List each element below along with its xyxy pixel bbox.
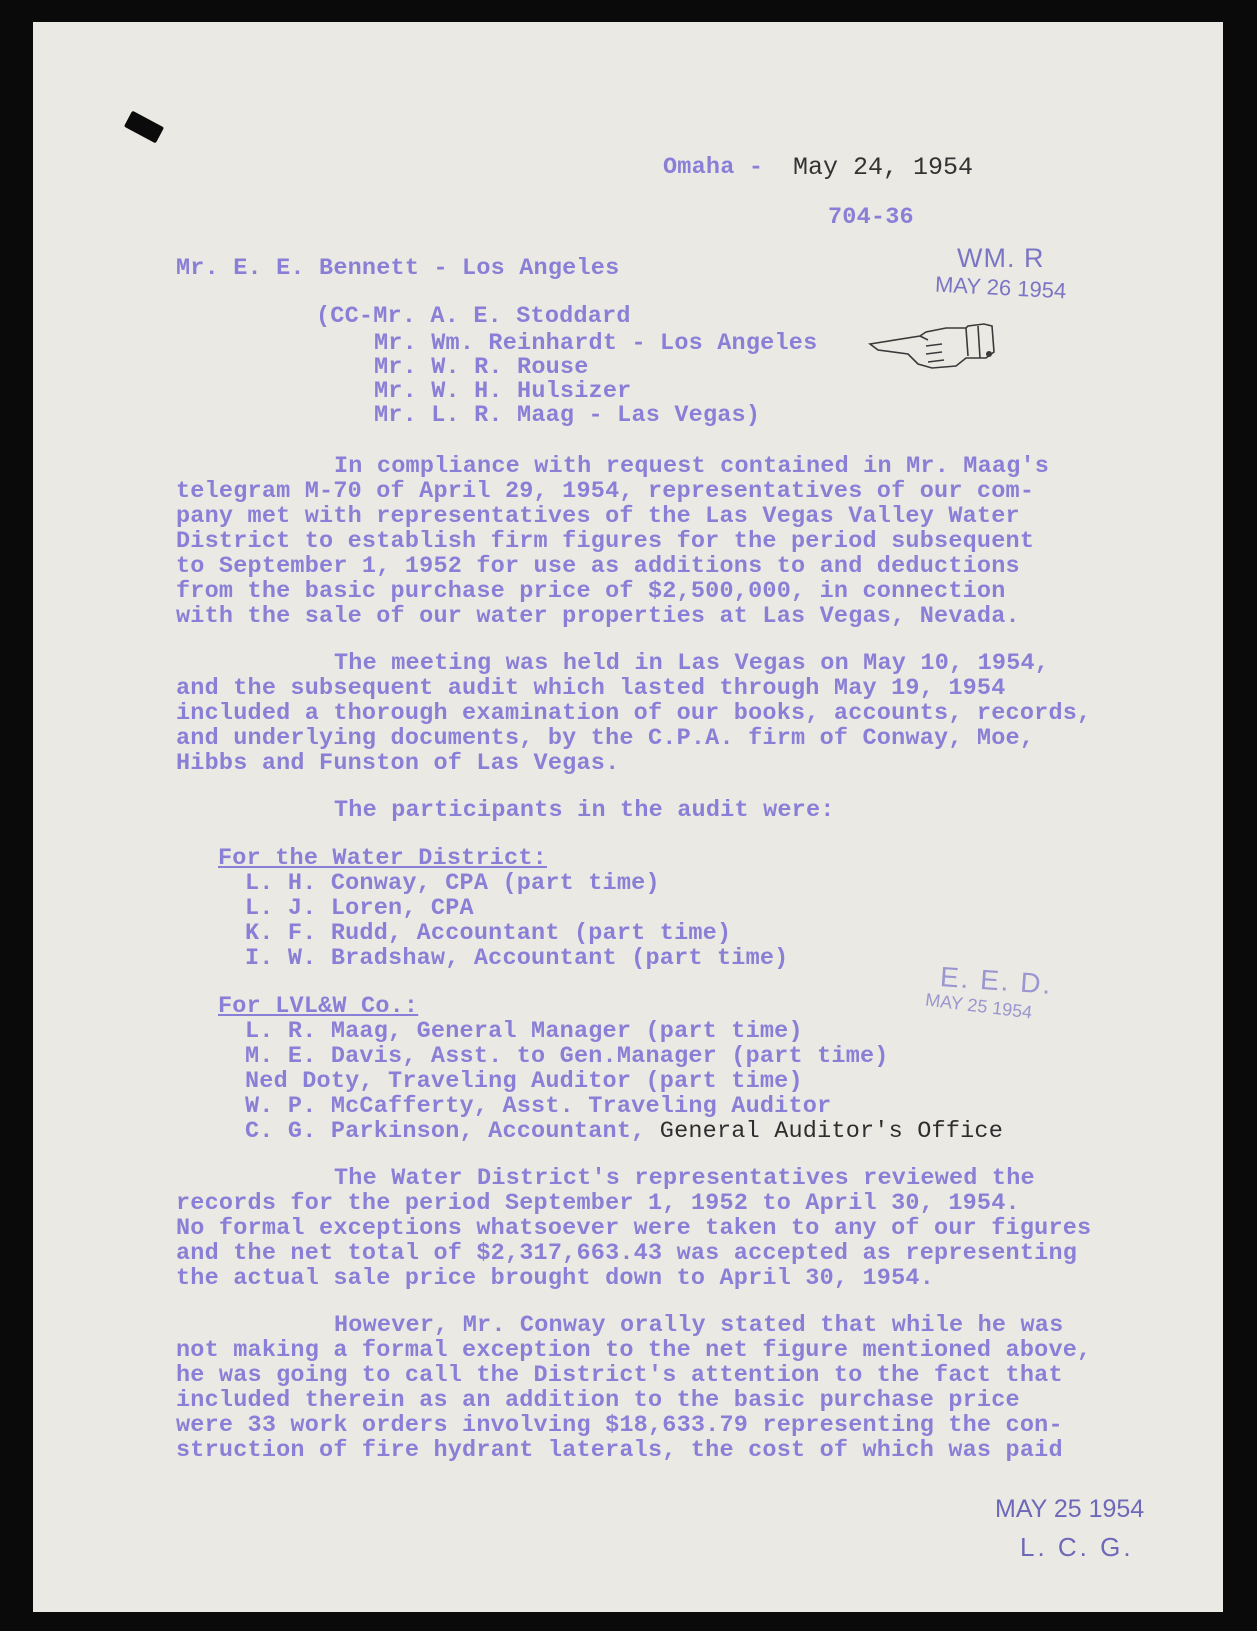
para1-line-2: telegram M-70 of April 29, 1954, representatives of our com- — [176, 478, 1035, 505]
stamp-eed-date: MAY 25 1954 — [924, 989, 1034, 1023]
para4-line-1: However, Mr. Conway orally stated that while he was — [334, 1312, 1064, 1339]
water-district-member: L. J. Loren, CPA — [245, 895, 474, 922]
water-district-member: K. F. Rudd, Accountant (part time) — [245, 920, 732, 947]
para1-line-4: District to establish firm figures for the period subsequent — [176, 528, 1035, 555]
company-member: Ned Doty, Traveling Auditor (part time) — [245, 1068, 803, 1095]
letter-date: May 24, 1954 — [793, 153, 974, 182]
para1-line-7: with the sale of our water properties at Las Vegas, Nevada. — [176, 603, 1020, 630]
participants-intro: The participants in the audit were: — [334, 797, 835, 824]
para3-line-3: No formal exceptions whatsoever were taken to any of our figures — [176, 1215, 1092, 1242]
para3-line-1: The Water District's representatives reviewed the — [334, 1165, 1035, 1192]
para2-line-2: and the subsequent audit which lasted through May 19, 1954 — [176, 675, 1006, 702]
para2-line-3: included a thorough examination of our books, accounts, records, — [176, 700, 1092, 727]
water-district-member: L. H. Conway, CPA (part time) — [245, 870, 660, 897]
cc-line-1: (CC-Mr. A. E. Stoddard — [316, 303, 631, 330]
stamp-lcg-initials: L. C. G. — [1020, 1532, 1134, 1562]
stamp-wmr-initials: WM. R — [957, 243, 1045, 273]
para2-line-5: Hibbs and Funston of Las Vegas. — [176, 750, 620, 777]
stamp-eed-initials: E. E. D. — [939, 961, 1054, 1000]
para3-line-4: and the net total of $2,317,663.43 was accepted as representing — [176, 1240, 1078, 1267]
para1-line-3: pany met with representatives of the Las Vegas Valley Water — [176, 503, 1020, 530]
company-member: W. P. McCafferty, Asst. Traveling Auditor — [245, 1093, 832, 1120]
water-district-heading: For the Water District: — [218, 845, 547, 872]
para2-line-1: The meeting was held in Las Vegas on May 10, 1954, — [334, 650, 1050, 677]
water-district-member: I. W. Bradshaw, Accountant (part time) — [245, 945, 789, 972]
origin-city: Omaha - — [663, 154, 764, 181]
para4-line-4: included therein as an addition to the basic purchase price — [176, 1387, 1020, 1414]
para1-line-6: from the basic purchase price of $2,500,000, in connection — [176, 578, 1006, 605]
cc-line-2: Mr. Wm. Reinhardt - Los Angeles — [374, 330, 818, 357]
stamp-lcg-date: MAY 25 1954 — [995, 1495, 1145, 1523]
para4-line-5: were 33 work orders involving $18,633.79 representing the con- — [176, 1412, 1063, 1439]
para4-line-3: he was going to call the District's attention to the fact that — [176, 1362, 1063, 1389]
cc-line-5: Mr. L. R. Maag - Las Vegas) — [374, 402, 761, 429]
para3-line-2: records for the period September 1, 1952 to April 30, 1954. — [176, 1190, 1020, 1217]
company-member-last: C. G. Parkinson, Accountant, General Auditor's Office — [245, 1118, 1004, 1145]
company-heading: For LVL&W Co.: — [218, 993, 419, 1020]
cc-line-4: Mr. W. H. Hulsizer — [374, 378, 632, 405]
addressee: Mr. E. E. Bennett - Los Angeles — [176, 255, 620, 282]
para4-line-6: struction of fire hydrant laterals, the cost of which was paid — [176, 1437, 1063, 1464]
para1-line-5: to September 1, 1952 for use as additions to and deductions — [176, 553, 1020, 580]
company-member: M. E. Davis, Asst. to Gen.Manager (part time) — [245, 1043, 889, 1070]
stamp-wmr-date: MAY 26 1954 — [934, 271, 1067, 304]
para2-line-4: and underlying documents, by the C.P.A. firm of Conway, Moe, — [176, 725, 1035, 752]
para1-line-1: In compliance with request contained in Mr. Maag's — [334, 453, 1050, 480]
company-member: L. R. Maag, General Manager (part time) — [245, 1018, 803, 1045]
file-number: 704-36 — [828, 204, 914, 231]
para4-line-2: not making a formal exception to the net figure mentioned above, — [176, 1337, 1092, 1364]
para3-line-5: the actual sale price brought down to April 30, 1954. — [176, 1265, 935, 1292]
pointing-hand-icon — [868, 318, 998, 376]
cc-line-3: Mr. W. R. Rouse — [374, 354, 589, 381]
